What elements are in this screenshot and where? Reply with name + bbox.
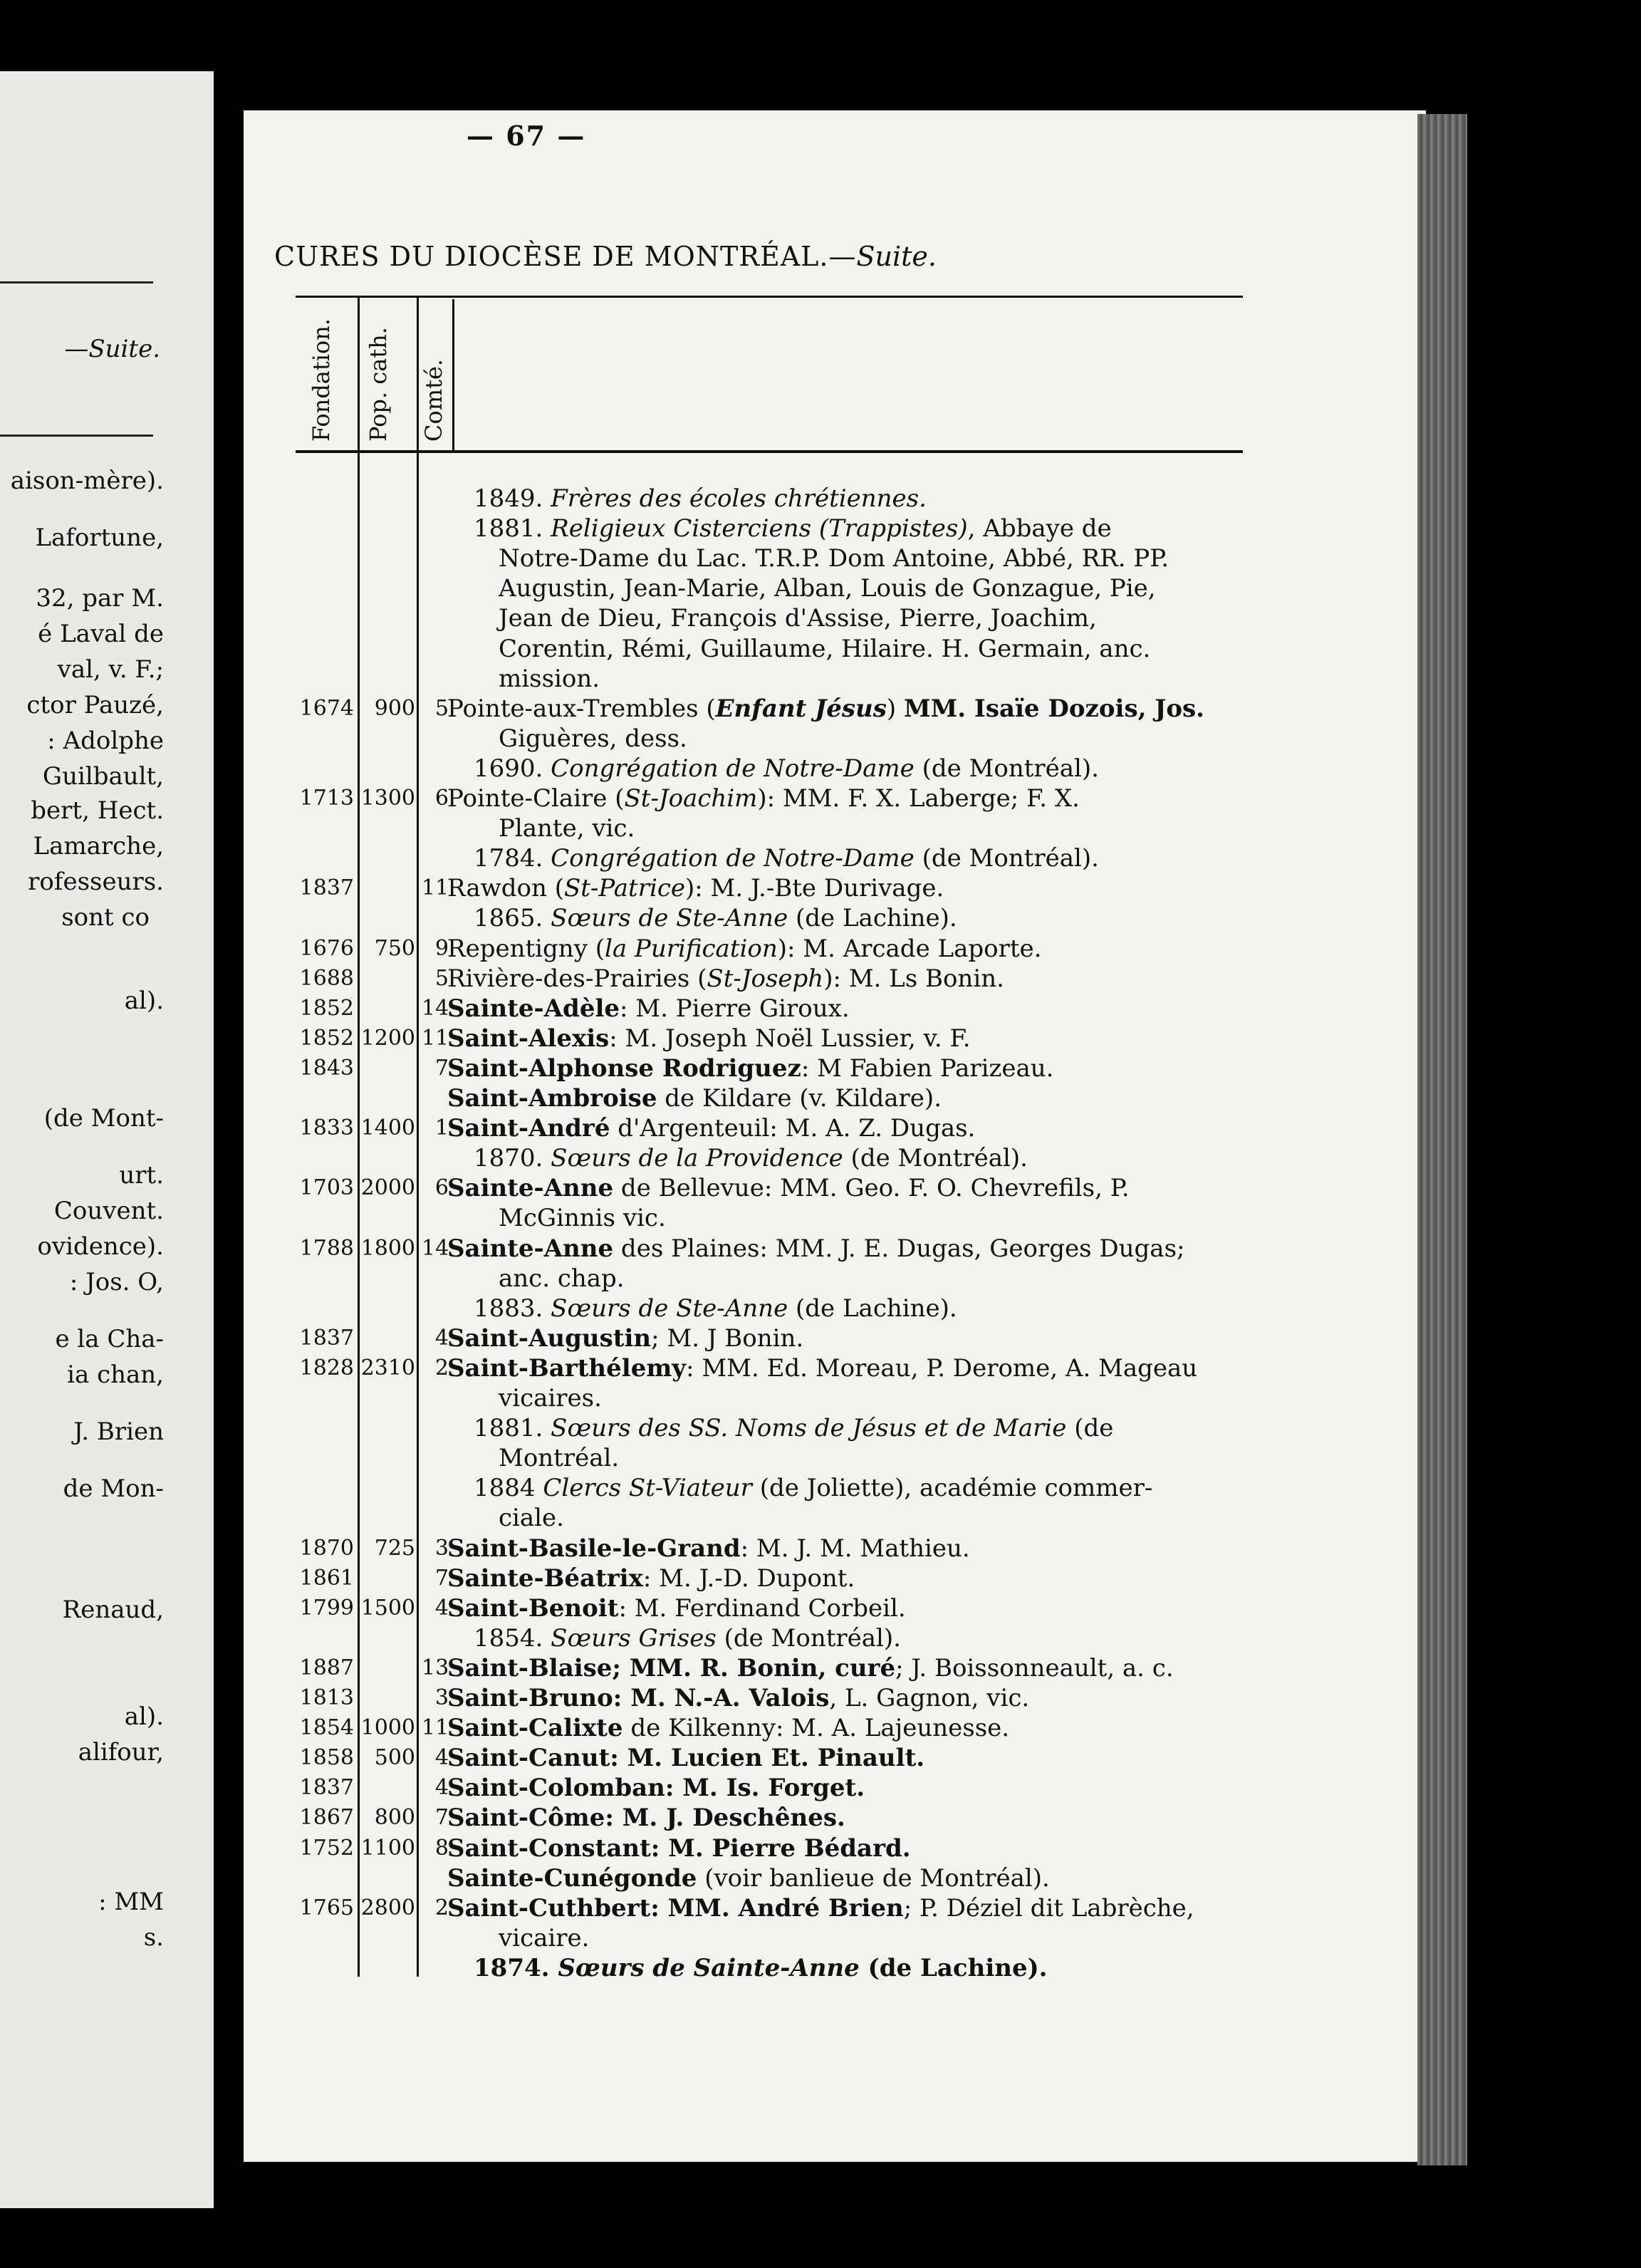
fondation-year: 1703 bbox=[299, 1175, 354, 1201]
catholic-population: 1500 bbox=[360, 1595, 415, 1621]
entry-text: mission. bbox=[499, 664, 600, 693]
facing-page-line: Guilbault, bbox=[42, 762, 164, 791]
county-number: 11 bbox=[422, 875, 449, 901]
entry-text: Saint-Colomban: M. Is. Forget. bbox=[447, 1774, 865, 1803]
county-number: 2 bbox=[434, 1355, 449, 1380]
entry-text: Pointe-Claire (St-Joachim): MM. F. X. Laberge; F. X. bbox=[447, 784, 1080, 813]
county-number: 14 bbox=[422, 995, 449, 1021]
county-number: 4 bbox=[434, 1595, 449, 1621]
facing-page-line: Renaud, bbox=[62, 1596, 164, 1624]
header-bottom-rule bbox=[296, 450, 1243, 453]
county-number: 3 bbox=[434, 1535, 449, 1561]
entry-text: Rawdon (St-Patrice): M. J.-Bte Durivage. bbox=[447, 874, 944, 903]
facing-page-line: ovidence). bbox=[37, 1232, 164, 1261]
entry-text: 1854. Sœurs Grises (de Montréal). bbox=[474, 1623, 901, 1653]
column-heading-pop: Pop. cath. bbox=[365, 327, 392, 442]
county-number: 4 bbox=[434, 1775, 449, 1801]
county-number: 11 bbox=[422, 1025, 449, 1051]
facing-page-line: é Laval de bbox=[38, 620, 164, 648]
county-number: 4 bbox=[434, 1745, 449, 1771]
entry-text: Sainte-Béatrix: M. J.-D. Dupont. bbox=[447, 1564, 855, 1593]
divider bbox=[0, 281, 153, 284]
county-number: 6 bbox=[434, 786, 449, 811]
facing-page-line: rofesseurs. bbox=[28, 868, 164, 896]
entry-text: 1884 Clercs St-Viateur (de Joliette), académie commer- bbox=[474, 1474, 1153, 1503]
fondation-year: 1799 bbox=[299, 1595, 354, 1621]
entry-text: 1883. Sœurs de Ste-Anne (de Lachine). bbox=[474, 1294, 957, 1323]
county-number: 14 bbox=[422, 1235, 449, 1261]
fondation-year: 1861 bbox=[299, 1565, 354, 1591]
entry-text: Sainte-Anne des Plaines: MM. J. E. Dugas, Georges Dugas; bbox=[447, 1234, 1185, 1263]
entry-text: Rivière-des-Prairies (St-Joseph): M. Ls Bonin. bbox=[447, 964, 1004, 993]
fondation-year: 1858 bbox=[299, 1745, 354, 1771]
entry-text: Plante, vic. bbox=[499, 814, 635, 843]
facing-page-line: s. bbox=[143, 1923, 164, 1952]
county-number: 4 bbox=[434, 1325, 449, 1351]
facing-page-line: ia chan, bbox=[67, 1361, 164, 1389]
county-number: 1 bbox=[434, 1115, 449, 1141]
entry-text: Saint-Bruno: M. N.-A. Valois, L. Gagnon, vic. bbox=[447, 1684, 1030, 1712]
fondation-year: 1828 bbox=[299, 1355, 354, 1380]
facing-page-line: Couvent. bbox=[53, 1197, 164, 1225]
entry-text: Saint-Ambroise de Kildare (v. Kildare). bbox=[447, 1084, 942, 1113]
entry-text: Repentigny (la Purification): M. Arcade Laporte. bbox=[447, 934, 1042, 963]
entry-text: Sainte-Cunégonde (voir banlieue de Montréal). bbox=[447, 1863, 1050, 1893]
page-number: — 67 — bbox=[467, 120, 586, 152]
catholic-population: 1800 bbox=[360, 1235, 415, 1261]
entry-text: Saint-Basile-le-Grand: M. J. M. Mathieu. bbox=[447, 1534, 970, 1563]
fondation-year: 1843 bbox=[299, 1055, 354, 1081]
fondation-year: 1833 bbox=[299, 1115, 354, 1141]
facing-page-line: aison-mère). bbox=[10, 467, 164, 495]
facing-page-line: e la Cha- bbox=[55, 1325, 164, 1353]
facing-page-suite: —Suite. bbox=[64, 335, 160, 363]
entry-text: 1849. Frères des écoles chrétiennes. bbox=[474, 484, 927, 513]
county-number: 5 bbox=[434, 695, 449, 721]
county-number: 6 bbox=[434, 1175, 449, 1201]
county-number: 9 bbox=[434, 935, 449, 961]
catholic-population: 725 bbox=[374, 1535, 415, 1561]
county-number: 2 bbox=[434, 1895, 449, 1920]
fondation-year: 1837 bbox=[299, 875, 354, 901]
fondation-year: 1688 bbox=[299, 965, 354, 991]
catholic-population: 2310 bbox=[360, 1355, 415, 1380]
facing-page-fragment bbox=[0, 71, 214, 2208]
county-number: 7 bbox=[434, 1565, 449, 1591]
county-number: 3 bbox=[434, 1685, 449, 1710]
column-heading-comte: Comté. bbox=[420, 358, 447, 442]
catholic-population: 2800 bbox=[360, 1895, 415, 1920]
fondation-year: 1852 bbox=[299, 995, 354, 1021]
entry-text: Corentin, Rémi, Guillaume, Hilaire. H. Germain, anc. bbox=[499, 634, 1151, 663]
facing-page-line: (de Mont- bbox=[43, 1104, 164, 1133]
divider bbox=[0, 435, 153, 437]
facing-page-line: alifour, bbox=[78, 1738, 164, 1767]
entry-text: 1874. Sœurs de Sainte-Anne (de Lachine). bbox=[474, 1953, 1048, 1982]
county-number: 7 bbox=[434, 1055, 449, 1081]
entry-text: Pointe-aux-Trembles (Enfant Jésus) MM. Isaïe Dozois, Jos. bbox=[447, 694, 1204, 723]
county-number: 8 bbox=[434, 1835, 449, 1861]
catholic-population: 1100 bbox=[360, 1835, 415, 1861]
entry-text: Saint-Barthélemy: MM. Ed. Moreau, P. Derome, A. Mageau bbox=[447, 1353, 1198, 1383]
facing-page-line: al). bbox=[124, 987, 164, 1015]
fondation-year: 1813 bbox=[299, 1685, 354, 1710]
entry-text: Jean de Dieu, François d'Assise, Pierre, Joachim, bbox=[499, 604, 1097, 633]
entry-text: Saint-Côme: M. J. Deschênes. bbox=[447, 1804, 845, 1833]
column-rule-comte bbox=[452, 299, 454, 452]
catholic-population: 500 bbox=[374, 1745, 415, 1771]
catholic-population: 1000 bbox=[360, 1715, 415, 1741]
entry-text: Sainte-Adèle: M. Pierre Giroux. bbox=[447, 994, 850, 1023]
column-heading-fondation: Fondation. bbox=[308, 318, 335, 442]
facing-page-line: 32, par M. bbox=[36, 584, 164, 613]
fondation-year: 1676 bbox=[299, 935, 354, 961]
fondation-year: 1765 bbox=[299, 1895, 354, 1920]
entry-text: vicaire. bbox=[499, 1923, 590, 1952]
facing-page-line: ctor Pauzé, bbox=[26, 691, 164, 719]
facing-page-line: al). bbox=[124, 1702, 164, 1731]
entry-text: McGinnis vic. bbox=[499, 1204, 666, 1233]
entry-text: vicaires. bbox=[499, 1384, 602, 1413]
entry-text: Saint-Calixte de Kilkenny: M. A. Lajeunesse. bbox=[447, 1714, 1010, 1743]
facing-page-line: de Mon- bbox=[63, 1474, 164, 1503]
county-number: 13 bbox=[422, 1655, 449, 1680]
facing-page-line: sont co bbox=[61, 903, 150, 932]
fondation-year: 1674 bbox=[299, 695, 354, 721]
catholic-population: 2000 bbox=[360, 1175, 415, 1201]
fondation-year: 1854 bbox=[299, 1715, 354, 1741]
fondation-year: 1788 bbox=[299, 1235, 354, 1261]
facing-page-line: bert, Hect. bbox=[31, 796, 164, 825]
entry-text: Saint-Blaise; MM. R. Bonin, curé; J. Boissonneault, a. c. bbox=[447, 1653, 1174, 1682]
entry-text: Saint-Constant: M. Pierre Bédard. bbox=[447, 1833, 911, 1863]
entry-text: 1881. Sœurs des SS. Noms de Jésus et de Marie (de bbox=[474, 1414, 1114, 1443]
catholic-population: 750 bbox=[374, 935, 415, 961]
entry-text: Saint-André d'Argenteuil: M. A. Z. Dugas. bbox=[447, 1114, 976, 1143]
entry-text: Saint-Alexis: M. Joseph Noël Lussier, v. F. bbox=[447, 1024, 971, 1053]
fondation-year: 1837 bbox=[299, 1325, 354, 1351]
fondation-year: 1887 bbox=[299, 1655, 354, 1680]
entry-text: ciale. bbox=[499, 1504, 564, 1533]
fondation-year: 1867 bbox=[299, 1805, 354, 1831]
entry-text: 1784. Congrégation de Notre-Dame (de Montréal). bbox=[474, 844, 1099, 873]
page-title bbox=[274, 241, 937, 272]
entry-text: 1881. Religieux Cisterciens (Trappistes), Abbaye de bbox=[474, 514, 1112, 543]
county-number: 11 bbox=[422, 1715, 449, 1741]
facing-page-line: Lafortune, bbox=[35, 524, 164, 552]
entry-text: Augustin, Jean-Marie, Alban, Louis de Gonzague, Pie, bbox=[499, 574, 1156, 603]
county-number: 5 bbox=[434, 965, 449, 991]
entry-text: Notre-Dame du Lac. T.R.P. Dom Antoine, Abbé, RR. PP. bbox=[499, 544, 1169, 573]
page-title-suite: Suite. bbox=[856, 241, 937, 272]
entry-text: Saint-Alphonse Rodriguez: M Fabien Parizeau. bbox=[447, 1054, 1054, 1083]
facing-page-line: urt. bbox=[119, 1161, 164, 1190]
facing-page-line: : MM bbox=[98, 1888, 164, 1916]
column-rule-pop bbox=[417, 296, 419, 1977]
page-edge bbox=[1417, 114, 1467, 2165]
facing-page-line: val, v. F.; bbox=[57, 655, 164, 684]
catholic-population: 1200 bbox=[360, 1025, 415, 1051]
entry-text: 1865. Sœurs de Ste-Anne (de Lachine). bbox=[474, 904, 957, 933]
entry-text: anc. chap. bbox=[499, 1264, 625, 1293]
entry-text: Sainte-Anne de Bellevue: MM. Geo. F. O. Chevrefils, P. bbox=[447, 1174, 1130, 1203]
page-title-main: CURES DU DIOCÈSE DE MONTRÉAL.— bbox=[274, 241, 857, 272]
fondation-year: 1837 bbox=[299, 1775, 354, 1801]
catholic-population: 1300 bbox=[360, 786, 415, 811]
facing-page-line: : Adolphe bbox=[47, 727, 164, 755]
entry-text: Saint-Benoit: M. Ferdinand Corbeil. bbox=[447, 1593, 906, 1623]
facing-page-line: : Jos. O, bbox=[69, 1268, 164, 1296]
entry-text: Saint-Augustin; M. J Bonin. bbox=[447, 1323, 804, 1353]
fondation-year: 1713 bbox=[299, 786, 354, 811]
entry-text: Saint-Cuthbert: MM. André Brien; P. Déziel dit Labrèche, bbox=[447, 1893, 1194, 1923]
catholic-population: 1400 bbox=[360, 1115, 415, 1141]
entry-text: Montréal. bbox=[499, 1444, 620, 1473]
fondation-year: 1752 bbox=[299, 1835, 354, 1861]
catholic-population: 900 bbox=[374, 695, 415, 721]
header-top-rule bbox=[296, 296, 1243, 298]
county-number: 7 bbox=[434, 1805, 449, 1831]
facing-page-line: Lamarche, bbox=[33, 832, 164, 860]
entry-text: 1870. Sœurs de la Providence (de Montréal). bbox=[474, 1144, 1028, 1173]
fondation-year: 1852 bbox=[299, 1025, 354, 1051]
entry-text: Giguères, dess. bbox=[499, 724, 687, 753]
entry-text: Saint-Canut: M. Lucien Et. Pinault. bbox=[447, 1744, 925, 1773]
facing-page-line: J. Brien bbox=[73, 1418, 164, 1446]
fondation-year: 1870 bbox=[299, 1535, 354, 1561]
catholic-population: 800 bbox=[374, 1805, 415, 1831]
entry-text: 1690. Congrégation de Notre-Dame (de Montréal). bbox=[474, 754, 1099, 783]
